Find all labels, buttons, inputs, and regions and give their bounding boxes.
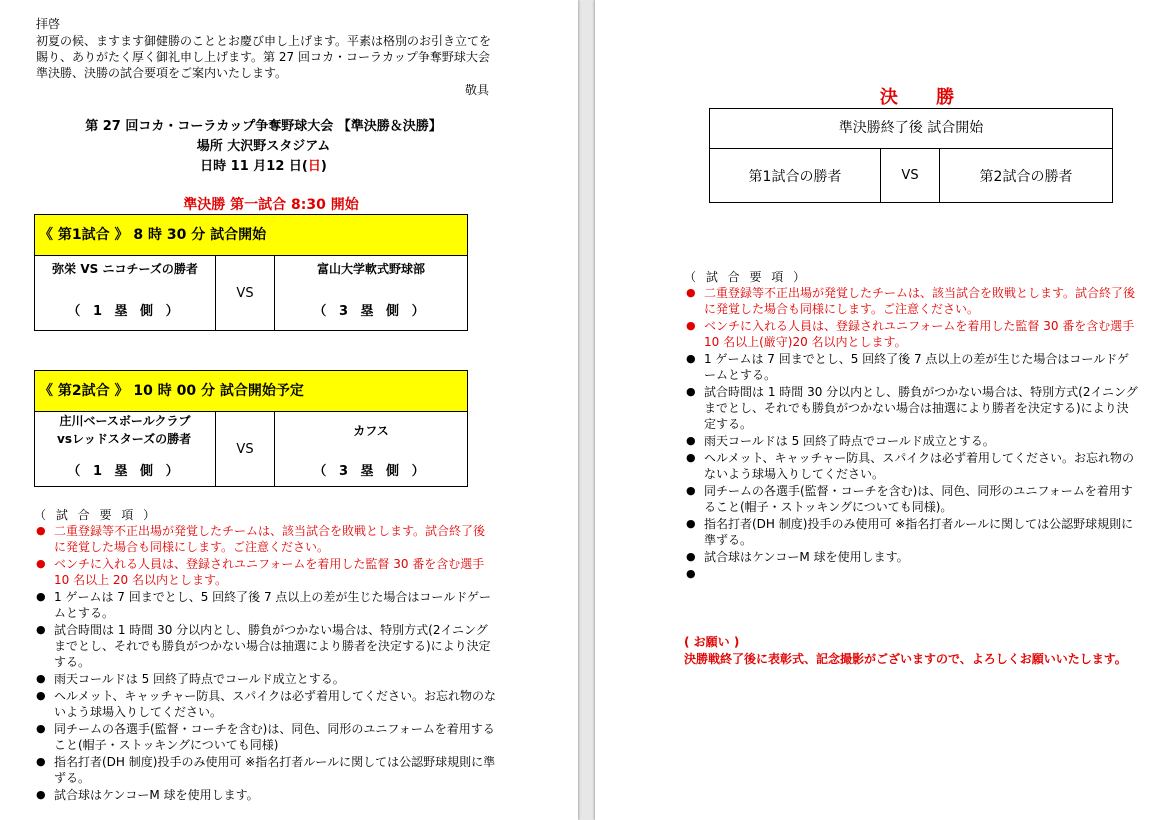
bullet-icon: ●	[36, 557, 46, 570]
rule-item	[684, 483, 1140, 515]
event-title: 第 27 回コカ・コーラカップ争奪野球大会 【準決勝＆決勝】	[85, 119, 442, 134]
event-venue: 場所 大沢野スタジアム	[196, 139, 331, 154]
game-1-team-2-cell	[275, 256, 467, 330]
game-1-table	[34, 214, 468, 331]
rule-item	[684, 516, 1140, 548]
game-1-side-2: （ 3 塁 側 ）	[313, 304, 429, 319]
rule-text: 同チームの各選手(監督・コーチを含む)は、同色、同形のユニフォームを着用すること(帽子・ストッキングについても同様)。	[704, 484, 1133, 514]
game-2-table	[34, 370, 468, 487]
right-rules-list	[684, 285, 1140, 580]
rule-text: 雨天コールドは 5 回終了時点でコールド成立とする。	[704, 434, 995, 448]
rule-text: 試合時間は 1 時間 30 分以内とし、勝負がつかない場合は、特別方式(2イニングまでとし、それでも勝負がつかない場合は抽選により勝者を決定する)により決定する。	[54, 623, 491, 669]
rule-item	[34, 556, 496, 588]
rule-text: 1 ゲームは 7 回までとし、5 回終了後 7 点以上の差が生じた場合はコールドゲームとする。	[54, 590, 491, 620]
event-date	[36, 157, 491, 177]
rule-text: 指名打者(DH 制度)投手のみ使用可 ※指名打者ルールに関しては公認野球規則に準ずる。	[54, 755, 496, 785]
game-2-team-1-cell	[35, 412, 216, 486]
rule-item	[34, 523, 496, 555]
final-team-1: 第1試合の勝者	[710, 149, 881, 202]
rule-item	[34, 589, 496, 621]
rule-item	[684, 384, 1140, 432]
bullet-icon: ●	[36, 755, 46, 768]
rule-item	[34, 622, 496, 670]
semifinal-heading: 準決勝 第一試合 8:30 開始	[183, 197, 359, 213]
rule-item	[684, 318, 1140, 350]
bullet-icon: ●	[686, 484, 696, 497]
rule-item	[684, 285, 1140, 317]
request-text: 決勝戦終了後に表彰式、記念撮影がございますので、よろしくお願いいたします。	[684, 652, 1127, 666]
rule-item	[684, 433, 1140, 449]
game-1-team-2: 富山大学軟式野球部	[316, 262, 425, 276]
bullet-icon: ●	[36, 689, 46, 702]
rule-text: 指名打者(DH 制度)投手のみ使用可 ※指名打者ルールに関しては公認野球規則に準ずる。	[704, 517, 1134, 547]
rule-text: 試合球はケンコーM 球を使用します。	[54, 788, 259, 802]
right-page	[595, 0, 1167, 820]
event-title-block	[36, 117, 491, 177]
final-table	[709, 108, 1113, 203]
game-1-team-1: 弥栄 VS ニコチーズの勝者	[52, 262, 198, 276]
event-date-prefix: 日時 11 月12 日(	[200, 159, 308, 174]
rule-item	[684, 351, 1140, 383]
bullet-icon: ●	[36, 672, 46, 685]
rule-text: 試合時間は 1 時間 30 分以内とし、勝負がつかない場合は、特別方式(2イニングまでとし、それでも勝負がつかない場合は抽選により勝者を決定する)により決定する。	[704, 385, 1138, 431]
final-team-2: 第2試合の勝者	[979, 168, 1073, 185]
bullet-icon: ●	[686, 517, 696, 530]
bullet-icon: ●	[686, 434, 696, 447]
game-1-vs: VS	[216, 256, 275, 330]
bullet-icon: ●	[36, 788, 46, 801]
rule-text: ベンチに入れる人員は、登録されユニフォームを着用した監督 30 番を含む選手 10 名以上 20 名以内とします。	[54, 557, 485, 587]
bullet-icon: ●	[686, 567, 696, 580]
rule-text: 二重登録等不正出場が発覚したチームは、該当試合を敗戦とします。試合終了後に発覚した場合も同様にします。ご注意ください。	[54, 524, 486, 554]
right-rules-heading: （ 試 合 要 項 ）	[684, 270, 809, 284]
bullet-icon: ●	[686, 550, 696, 563]
bullet-icon: ●	[686, 319, 696, 332]
game-2-team-2: カフス	[353, 424, 389, 438]
game-1-side-1: （ 1 塁 側 ）	[67, 304, 183, 319]
rule-item	[34, 787, 496, 803]
rule-text: ベンチに入れる人員は、登録されユニフォームを着用した監督 30 番を含む選手 10 名以上(厳守)20 名以内とします。	[704, 319, 1135, 349]
rule-item	[684, 450, 1140, 482]
rule-item	[34, 721, 496, 753]
bullet-icon: ●	[686, 286, 696, 299]
final-start-text: 準決勝終了後 試合開始	[710, 109, 1112, 149]
game-1-team-1-cell	[35, 256, 216, 330]
rule-text: 雨天コールドは 5 回終了時点でコールド成立とする。	[54, 672, 345, 686]
letter-greeting: 拝啓	[36, 17, 61, 31]
game-2-team-1-line-2: vsレッドスターズの勝者	[57, 432, 192, 446]
game-2-header: 《 第2試合 》 10 時 00 分 試合開始予定	[35, 371, 467, 412]
letter-closing: 敬具	[464, 83, 489, 97]
bullet-icon: ●	[686, 352, 696, 365]
game-2-side-2: （ 3 塁 側 ）	[313, 464, 429, 479]
rule-text: 同チームの各選手(監督・コーチを含む)は、同色、同形のユニフォームを着用すること(帽子・ストッキングについても同様)	[54, 722, 495, 752]
event-date-suffix: )	[320, 159, 327, 174]
game-2-team-2-cell	[275, 412, 467, 486]
bullet-icon: ●	[36, 623, 46, 636]
rule-text: 1 ゲームは 7 回までとし、5 回終了後 7 点以上の差が生じた場合はコールドゲームとする。	[704, 352, 1129, 382]
bullet-icon: ●	[36, 524, 46, 537]
game-1-header: 《 第1試合 》 8 時 30 分 試合開始	[35, 215, 467, 256]
rule-item	[684, 549, 1140, 565]
letter-body: 初夏の候、ますます御健勝のこととお慶び申し上げます。平素は格別のお引き立てを賜り、ありがたく厚く御礼申し上げます。第 27 回コカ・コーラカップ争奪野球大会 準決勝、決勝の試合要項をご案内いたします。	[36, 34, 492, 80]
rule-text: 試合球はケンコーM 球を使用します。	[704, 550, 909, 564]
bullet-icon: ●	[36, 722, 46, 735]
rule-text: ヘルメット、キャッチャー防具、スパイクは必ず着用してください。お忘れ物のないよう球場入りしてください。	[704, 451, 1134, 481]
final-heading: 決 勝	[879, 87, 971, 108]
game-2-side-1: （ 1 塁 側 ）	[67, 464, 183, 479]
left-page	[0, 0, 578, 820]
bullet-icon: ●	[686, 451, 696, 464]
left-rules-list	[34, 523, 496, 804]
final-vs: VS	[881, 149, 940, 202]
rule-text: ヘルメット、キャッチャー防具、スパイクは必ず着用してください。お忘れ物のないよう球場入りしてください。	[54, 689, 496, 719]
event-date-day: 日	[307, 159, 321, 174]
rule-text: 二重登録等不正出場が発覚したチームは、該当試合を敗戦とします。試合終了後に発覚した場合も同様にします。ご注意ください。	[704, 286, 1136, 316]
rule-item	[34, 688, 496, 720]
game-2-vs: VS	[216, 412, 275, 486]
bullet-icon: ●	[36, 590, 46, 603]
rule-item	[34, 671, 496, 687]
left-rules-heading: （ 試 合 要 項 ）	[34, 508, 159, 522]
bullet-icon: ●	[686, 385, 696, 398]
request-heading: ( お願い )	[684, 635, 740, 649]
rule-item	[34, 754, 496, 786]
game-2-team-1-line-1: 庄川ベースボールクラブ	[59, 414, 191, 428]
